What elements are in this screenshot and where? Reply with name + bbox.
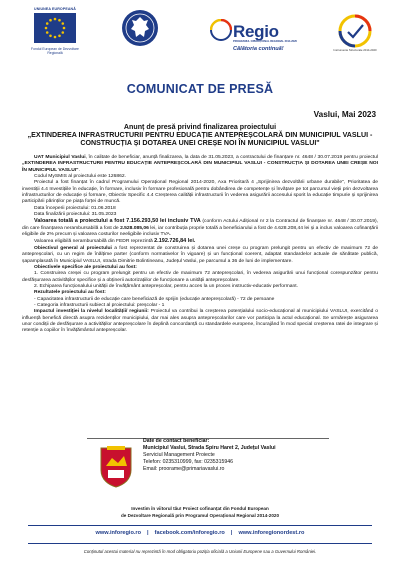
heading-line-2: „EXTINDEREA INFRASTRUCTURII PENTRU EDUCAȚIE ANTEPREȘCOLARĂ DIN MUNICIPIUL VASLUI - [27,131,373,140]
eu-star-icon [58,19,61,22]
regio-logo-word: Regio [233,22,279,41]
heading-line-1: Anunț de presă privind finalizarea proiectului [123,123,277,131]
invest-line-1: Investim în viitorul tău! Proiect cofinanțat din Fondul European [131,506,269,511]
paragraph-mysmis: Codul MySMIS al proiectului este 126862. [34,174,126,180]
contact-info [143,438,276,473]
eu-star-icon [63,27,66,30]
invest-line-2: de Dezvoltare Regională prin Programul Operațional Regional 2014-2020 [120,512,280,518]
contact-phone: Telefon: 0235310999, fax: 0235315946 [143,459,233,466]
regio-logo-icon [210,19,232,41]
paragraph-general-objective [22,246,378,265]
romania-coat-of-arms-icon [121,9,159,47]
structural-instruments-caption: Instrumente Structurale 2014-2020 [333,48,377,52]
paragraph-beneficiary [22,155,378,174]
disclaimer: Conținutul acestui material nu reprezintă în mod obligatoriu poziția oficială a Uniunii Europene sau a Guvernului României. [83,549,317,554]
footer-rule-bottom [28,543,372,544]
regio-slogan: Călătoria continuă! [233,46,284,52]
results-heading: Rezultatele proiectului au fost: [34,290,106,296]
contact-title: Date de contact beneficiar: [143,438,210,444]
eu-star-icon [54,36,57,39]
paragraph-total-value [22,218,378,238]
structural-instruments-logo-icon [338,14,372,48]
heading-line-3: CONSTRUCȚIA ȘI DOTAREA UNEI CREȘE NOI ÎN MUNICIPIUL VASLUI" [80,139,320,148]
general-objective-label: Obiectivul general al proiectului [34,245,112,251]
link-inforegio[interactable]: www.inforegio.ro [95,530,142,536]
eu-logo-bottom-text: Fondul European de Dezvoltare Regională [31,47,79,55]
footer-links [0,530,400,536]
press-date: Vaslui, Mai 2023 [313,110,376,119]
text-span: lei, iar contribuția proprie totală a beneficiarului a fost de 4.628.208,44 lei și a inclus valoarea cofinanțării eligibile de 2% precum și valoarea costurilor neeligibile inclusiv TVA. [22,225,378,238]
municipality-seal-icon [99,446,133,488]
page-title: COMUNICAT DE PRESĂ [126,82,274,96]
logo-strip [0,0,400,62]
eu-flag-icon [34,13,76,43]
contact-email[interactable]: Email: prooramе@primariavaslui.ro [143,466,225,473]
specific-objectives-heading: Obiectivele specifice ale proiectului au fost: [34,264,137,270]
announcement-heading [20,123,380,148]
link-separator: | [230,530,233,536]
eu-star-icon [58,34,61,37]
link-separator: | [147,530,149,536]
eu-star-icon [49,34,52,37]
impact-label: Impactul investiției la nivelul localității/ regiunii: [34,309,149,315]
paragraph-fedr-value [22,238,378,245]
regio-program-text: PROGRAMUL OPERAȚIONAL REGIONAL 2014-2020 [233,40,297,43]
total-value: Valoarea totală a proiectului a fost 7.156.293,50 lei inclusiv TVA [34,218,201,225]
text-span: Valoarea eligibilă nerambursabilă din FEDR reprezintă [34,239,155,245]
paragraph-start-date: Data începerii proiectului: 01.06.2018 [34,205,116,211]
press-body [22,155,378,335]
eu-star-icon [46,22,49,25]
eu-star-icon [46,31,49,34]
eu-star-icon [49,19,52,22]
beneficiary-name: UAT Municipiul Vaslui [34,155,86,160]
eu-star-icon [61,31,64,34]
nonrefundable-value: 2.528.085,06 [120,225,149,231]
project-name: „EXTINDEREA INFRASTRUCTURII PENTRU EDUCAȚIE ANTEPREȘCOLARĂ DIN MUNICIPIUL VASLUI - CONSTRUCȚIA ȘI DOTAREA UNEI CREȘE NOI ÎN MUNICIPIUL VASLUI" [22,161,378,173]
eu-star-icon [45,27,48,30]
text-span: , în calitate de beneficiar, anunță finalizarea, la data de 31.05.2023, a contractului de finanțare nr. 4648 / 30.07.2019 pentru proiectul [85,155,379,160]
text-span: (conform Actului Adițional nr 2 la Contractul de finanțare nr. 4648 / 30.07.2019), din care finanțarea nerambursabilă a fost de [22,219,378,231]
paragraph-funding-program: Proiectul a fost finanțat în cadrul Programului Operațional Regional 2014-2020, Axa Prioritară 4 „Sprijinirea dezvoltării urbane durabile", Prioritatea de investiții 4.4 Investițiile în educație, în formare, inclusiv în formare profesională pentru dobândirea de competențe și învățare pe tot parcursul vieții prin dezvoltarea infrastructurilor de educație și formare, Obiectiv Specific 4.4 Creșterea calității infrastructurii în vederea asigurării accesului sporit la educație timpurie și sprijinirea participării părinților pe piața forței de muncă. [22,180,378,205]
contact-name: Municipiul Vaslui, Strada Spiru Haret 2, Județul Vaslui [143,445,276,452]
eu-star-icon [54,18,57,21]
text-span: . [78,167,80,173]
result-capacity: - Capacitatea infrastructurii de educație care beneficiază de sprijin (educație antepreșcolară) - 72 de persoane [34,296,275,302]
paragraph-end-date: Data finalizării proiectului: 31.05.2023 [34,212,117,218]
specific-objective-1: 1. Construirea creșei cu program prelungit pentru un efectiv de maximum 72 antepreșcolari, în vederea asigurării unui funcțional corespunzător pentru desfășurarea activităților specifice și a obținerii autorizațiilor de funcționare a unității antepreșcolare. [22,271,378,283]
paragraph-impact [22,309,378,334]
fedr-value: 2.192.726,84 lei. [154,238,196,245]
link-facebook[interactable]: facebook.com/inforegio.ro [154,530,225,536]
investment-slogan [0,506,400,519]
footer-rule-top [28,525,372,526]
result-category: - Categoria infrastructurii subiect al proiectului: preșcolar - 1 [34,302,165,308]
eu-logo-top-text: UNIUNEA EUROPEANĂ [34,7,76,11]
eu-star-icon [61,22,64,25]
text-span: a fost reprezentat de construirea și dotarea unei creșe cu program prelungit pentru un efectiv de maximum 72 de antepreșcolari, cu un regim de înălțime parter (conform normativelor în vigoare) și un funcțional coerent, adaptat standardelor actuale de sănătate publică, șapamplasată în Municipiul VASLUI, strada Dimitrie Bolintineanu, Județul Vaslui, pe parcursul a 36 de luni de implementare. [22,245,378,264]
specific-objective-2: 2. Echiparea funcționalului unității de învățământ antepreșcolar, pentru acces la un proces instructiv-educativ performant. [34,283,299,289]
contact-service: Serviciul Management Proiecte [143,452,215,459]
link-inforegionordest[interactable]: www.inforegionordest.ro [238,530,305,536]
text-span: Proiectul va contribui la creșterea potențialului socio-educațional al municipiului VASLUI, exercitând o influență benefică directă asupra rezidenților municipiului, dar mai ales asupra antepreșcolarilor care vor participa la actul educațional. Se urmărește asigurarea unor condiții de desfășurare a activităților antepreșcolare în deplină concordanță cu standardele europene, încurajând în mod special creșterea ratei de integrare și retenție a copiilor în învățământul antepreșcolar. [22,309,378,334]
